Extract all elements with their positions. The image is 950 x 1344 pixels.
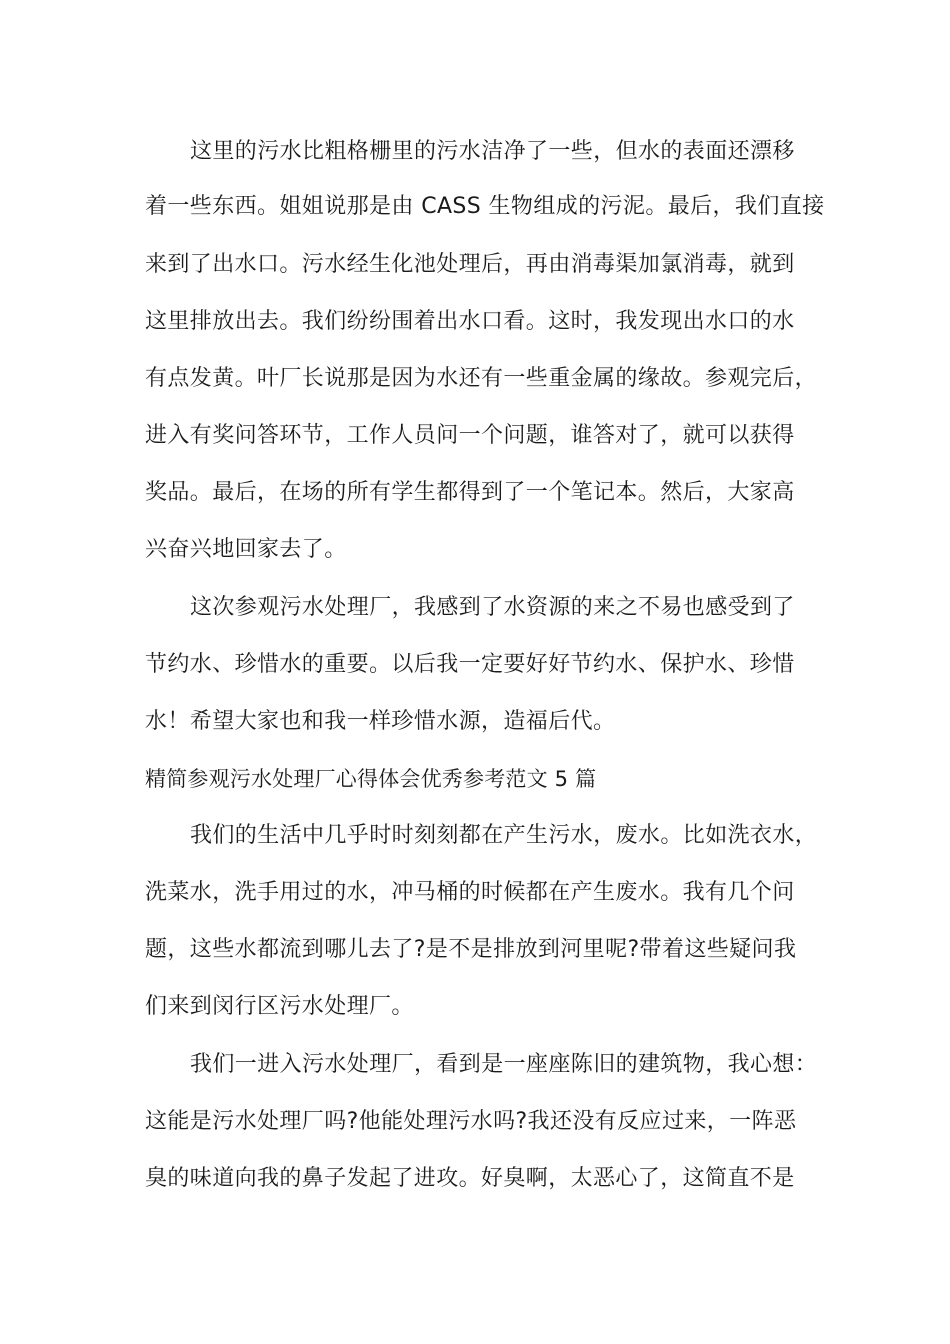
paragraph-line: 进入有奖问答环节，工作人员问一个问题，谁答对了，就可以获得 [145,423,795,448]
paragraph-line: 着一些东西。姐姐说那是由 CASS 生物组成的污泥。最后，我们直接 [145,194,825,219]
paragraph-line: 兴奋兴地回家去了。 [145,537,347,562]
paragraph-line: 洗菜水，洗手用过的水，冲马桶的时候都在产生废水。我有几个问 [145,880,795,905]
paragraph-line: 臭的味道向我的鼻子发起了进攻。好臭啊，太恶心了，这简直不是 [145,1166,795,1191]
section-heading: 精简参观污水处理厂心得体会优秀参考范文 5 篇 [145,767,597,791]
paragraph-line: 题，这些水都流到哪儿去了?是不是排放到河里呢?带着这些疑问我 [145,937,797,962]
paragraph-line: 我们一进入污水处理厂，看到是一座座陈旧的建筑物，我心想： [190,1052,818,1077]
paragraph-line: 这次参观污水处理厂，我感到了水资源的来之不易也感受到了 [190,595,795,620]
paragraph-line: 奖品。最后，在场的所有学生都得到了一个笔记本。然后，大家高 [145,480,795,505]
paragraph-line: 这里的污水比粗格栅里的污水洁净了一些，但水的表面还漂移 [190,139,795,164]
paragraph-line: 我们的生活中几乎时时刻刻都在产生污水，废水。比如洗衣水， [190,823,818,848]
paragraph-line: 节约水、珍惜水的重要。以后我一定要好好节约水、保护水、珍惜 [145,652,795,677]
paragraph-line: 这里排放出去。我们纷纷围着出水口看。这时，我发现出水口的水 [145,309,795,334]
paragraph-line: 们来到闵行区污水处理厂。 [145,994,414,1019]
paragraph-line: 这能是污水处理厂吗?他能处理污水吗?我还没有反应过来，一阵恶 [145,1109,797,1134]
paragraph-line: 有点发黄。叶厂长说那是因为水还有一些重金属的缘故。参观完后， [145,366,818,391]
paragraph-line: 水！希望大家也和我一样珍惜水源，造福后代。 [145,709,616,734]
paragraph-line: 来到了出水口。污水经生化池处理后，再由消毒渠加氯消毒，就到 [145,252,795,277]
